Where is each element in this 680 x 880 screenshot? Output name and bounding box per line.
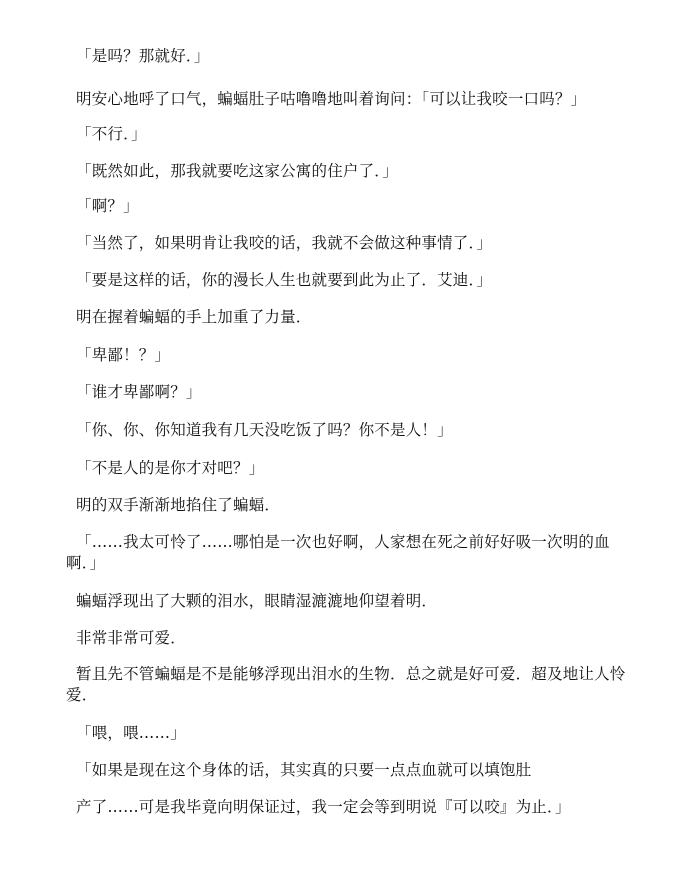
paragraph-4: 「既然如此，那我就要吃这家公寓的住户了．」 bbox=[76, 162, 398, 180]
paragraph-10: 「谁才卑鄙啊？」 bbox=[76, 383, 202, 401]
paragraph-20: 产了……可是我毕竟向明保证过，我一定会等到明说『可以咬』为止．」 bbox=[76, 798, 571, 816]
paragraph-14: 「……我太可怜了……哪怕是一次也好啊，人家想在死之前好好吸一次明的血啊．」 bbox=[66, 533, 610, 572]
paragraph-6: 「当然了，如果明肯让我咬的话，我就不会做这种事情了．」 bbox=[76, 234, 493, 252]
paragraph-17: 暂且先不管蝙蝠是不是能够浮现出泪水的生物．总之就是好可爱．超及地让人怜爱． bbox=[66, 665, 626, 704]
paragraph-11: 「你、你、你知道我有几天没吃饭了吗？你不是人！」 bbox=[76, 421, 453, 439]
paragraph-12: 「不是人的是你才对吧？」 bbox=[76, 459, 265, 477]
paragraph-3: 「不行．」 bbox=[76, 125, 147, 143]
paragraph-16: 非常非常可爱． bbox=[76, 629, 186, 647]
paragraph-19: 「如果是现在这个身体的话，其实真的只要一点点血就可以填饱肚 bbox=[76, 761, 532, 779]
paragraph-13: 明的双手渐渐地掐住了蝙蝠． bbox=[76, 496, 281, 514]
paragraph-1: 「是吗？那就好．」 bbox=[76, 47, 210, 65]
paragraph-15: 蝙蝠浮现出了大颗的泪水，眼睛湿漉漉地仰望着明． bbox=[76, 592, 438, 610]
paragraph-2: 明安心地呼了口气，蝙蝠肚子咕噜噜地叫着询问：「可以让我咬一口吗？」 bbox=[76, 90, 587, 108]
paragraph-8: 明在握着蝙蝠的手上加重了力量． bbox=[76, 308, 312, 326]
paragraph-5: 「啊？」 bbox=[76, 197, 139, 215]
paragraph-9: 「卑鄙！？」 bbox=[76, 346, 171, 364]
paragraph-7: 「要是这样的话，你的漫长人生也就要到此为止了．艾迪．」 bbox=[76, 271, 493, 289]
paragraph-18: 「喂，喂……」 bbox=[76, 724, 186, 742]
